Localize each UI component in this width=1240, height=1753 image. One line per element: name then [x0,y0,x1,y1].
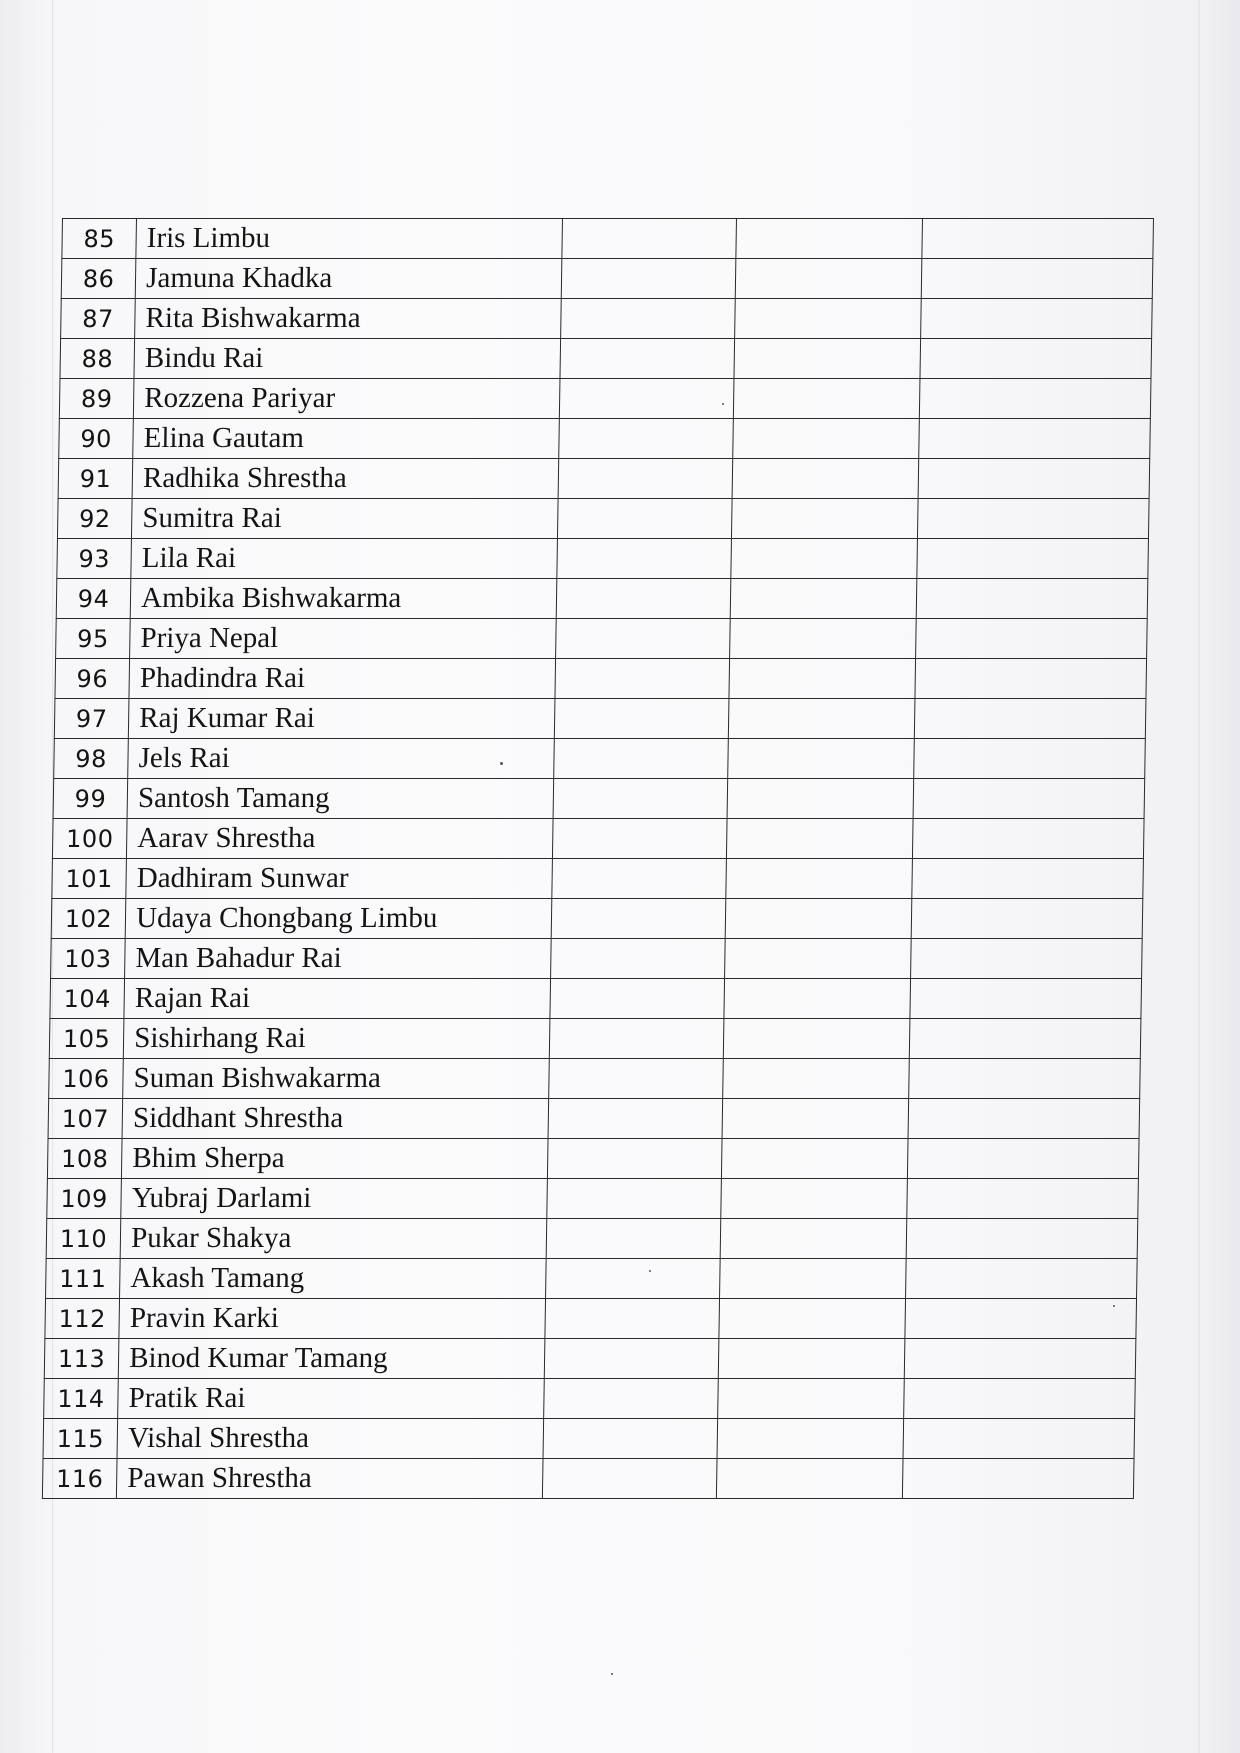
blank-cell-2 [722,1139,909,1179]
row-number: 91 [58,459,133,499]
blank-cell-2 [718,1379,905,1419]
blank-cell-2 [725,939,912,979]
row-number: 93 [57,539,132,579]
blank-cell-2 [735,299,922,339]
row-number: 95 [56,619,131,659]
row-number: 105 [49,1019,124,1059]
blank-cell-3 [922,219,1153,259]
table-row [59,379,1151,419]
person-name: Man Bahadur Rai [125,939,551,979]
blank-cell-1 [561,259,736,299]
person-name: Bindu Rai [134,339,560,379]
table-row [53,779,1145,819]
row-number: 112 [45,1299,120,1339]
blank-cell-2 [717,1459,904,1499]
blank-cell-1 [547,1179,722,1219]
table-row [49,1059,1141,1099]
blank-cell-1 [543,1379,718,1419]
table-row [57,539,1149,579]
row-number: 113 [44,1339,119,1379]
blank-cell-2 [731,539,918,579]
table-row [58,459,1150,499]
person-name: Udaya Chongbang Limbu [125,899,551,939]
person-name: Pawan Shrestha [117,1459,543,1499]
blank-cell-1 [560,299,735,339]
person-name: Phadindra Rai [129,659,555,699]
blank-cell-3 [920,339,1151,379]
person-name: Sumitra Rai [132,499,558,539]
table-row [49,1019,1141,1059]
row-number: 102 [51,899,126,939]
row-number: 86 [61,259,136,299]
person-name: Radhika Shrestha [132,459,558,499]
person-name: Elina Gautam [133,419,559,459]
person-name: Jels Rai [128,739,554,779]
blank-cell-1 [557,539,732,579]
table-body [42,219,1153,1499]
blank-cell-2 [723,1059,910,1099]
blank-cell-2 [728,779,915,819]
blank-cell-2 [720,1259,907,1299]
blank-cell-2 [726,899,913,939]
blank-cell-2 [733,419,920,459]
scan-speck [722,403,724,405]
blank-cell-3 [909,1059,1140,1099]
row-number: 111 [46,1259,121,1299]
person-name: Rita Bishwakarma [135,299,561,339]
blank-cell-2 [721,1219,908,1259]
blank-cell-3 [914,739,1145,779]
blank-cell-1 [542,1459,717,1499]
table-row [56,579,1148,619]
person-name: Raj Kumar Rai [128,699,554,739]
blank-cell-3 [907,1219,1138,1259]
blank-cell-3 [922,259,1153,299]
attendance-sheet [42,218,1154,1499]
blank-cell-3 [920,379,1151,419]
row-number: 88 [60,339,135,379]
scan-speck [611,1673,613,1675]
table-row [62,219,1154,259]
blank-cell-2 [726,859,913,899]
table-row [61,299,1153,339]
person-name: Yubraj Darlami [121,1179,547,1219]
blank-cell-1 [558,419,733,459]
table-row [54,739,1146,779]
blank-cell-2 [728,739,915,779]
blank-cell-3 [912,899,1143,939]
blank-cell-3 [917,579,1148,619]
blank-cell-1 [560,339,735,379]
table-row [59,419,1151,459]
row-number: 106 [49,1059,124,1099]
blank-cell-3 [908,1139,1139,1179]
blank-cell-3 [910,1019,1141,1059]
blank-cell-3 [903,1419,1134,1459]
blank-cell-2 [733,459,920,499]
table-row [43,1419,1135,1459]
blank-cell-1 [553,779,728,819]
row-number: 90 [59,419,134,459]
person-name: Iris Limbu [136,219,562,259]
row-number: 104 [50,979,125,1019]
blank-cell-2 [717,1419,904,1459]
blank-cell-1 [555,659,730,699]
row-number: 99 [53,779,128,819]
table-row [46,1219,1138,1259]
blank-cell-1 [556,579,731,619]
blank-cell-1 [558,459,733,499]
blank-cell-3 [919,419,1150,459]
table-row [47,1179,1139,1219]
blank-cell-1 [548,1099,723,1139]
row-number: 94 [56,579,131,619]
blank-cell-3 [910,979,1141,1019]
blank-cell-1 [550,939,725,979]
blank-cell-3 [905,1299,1136,1339]
table-row [61,259,1153,299]
blank-cell-2 [724,979,911,1019]
blank-cell-2 [721,1179,908,1219]
blank-cell-3 [918,459,1149,499]
blank-cell-2 [719,1299,906,1339]
scan-edge-right [1198,0,1200,1753]
table-row [45,1299,1137,1339]
blank-cell-2 [729,699,916,739]
blank-cell-1 [547,1139,722,1179]
row-number: 114 [44,1379,119,1419]
table-row [48,1099,1140,1139]
blank-cell-3 [921,299,1152,339]
person-name: Binod Kumar Tamang [118,1339,544,1379]
scan-speck [500,762,503,765]
blank-cell-1 [559,379,734,419]
blank-cell-3 [916,619,1147,659]
person-name: Rajan Rai [124,979,550,1019]
row-number: 115 [43,1419,118,1459]
person-name: Dadhiram Sunwar [126,859,552,899]
scan-speck [649,1270,651,1272]
blank-cell-1 [545,1259,720,1299]
blank-cell-3 [904,1379,1135,1419]
person-name: Suman Bishwakarma [123,1059,549,1099]
row-number: 108 [47,1139,122,1179]
row-number: 92 [57,499,132,539]
row-number: 98 [54,739,129,779]
row-number: 87 [61,299,136,339]
blank-cell-2 [731,579,918,619]
blank-cell-3 [908,1099,1139,1139]
blank-cell-3 [915,659,1146,699]
row-number: 97 [54,699,129,739]
blank-cell-1 [548,1059,723,1099]
blank-cell-3 [912,859,1143,899]
person-name: Lila Rai [131,539,557,579]
person-name: Priya Nepal [130,619,556,659]
blank-cell-1 [557,499,732,539]
name-list-table [42,218,1154,1499]
blank-cell-3 [915,699,1146,739]
table-row [55,659,1147,699]
blank-cell-2 [734,339,921,379]
blank-cell-3 [913,779,1144,819]
row-number: 110 [46,1219,121,1259]
blank-cell-1 [543,1419,718,1459]
person-name: Rozzena Pariyar [133,379,559,419]
blank-cell-3 [913,819,1144,859]
blank-cell-2 [734,379,921,419]
table-row [54,699,1146,739]
table-row [52,819,1144,859]
blank-cell-2 [729,659,916,699]
blank-cell-3 [903,1459,1134,1499]
person-name: Akash Tamang [120,1259,546,1299]
blank-cell-1 [562,219,737,259]
row-number: 109 [47,1179,122,1219]
blank-cell-1 [545,1299,720,1339]
blank-cell-1 [549,1019,724,1059]
blank-cell-3 [917,539,1148,579]
table-row [42,1459,1134,1499]
table-row [46,1259,1138,1299]
person-name: Siddhant Shrestha [122,1099,548,1139]
blank-cell-2 [724,1019,911,1059]
blank-cell-1 [552,819,727,859]
person-name: Aarav Shrestha [127,819,553,859]
blank-cell-1 [555,619,730,659]
table-row [51,939,1143,979]
blank-cell-2 [719,1339,906,1379]
person-name: Pratik Rai [118,1379,544,1419]
blank-cell-1 [550,979,725,1019]
person-name: Sishirhang Rai [123,1019,549,1059]
row-number: 100 [52,819,127,859]
table-row [50,979,1142,1019]
blank-cell-1 [544,1339,719,1379]
table-row [47,1139,1139,1179]
row-number: 101 [52,859,127,899]
blank-cell-2 [727,819,914,859]
blank-cell-3 [911,939,1142,979]
blank-cell-2 [732,499,919,539]
row-number: 103 [51,939,126,979]
blank-cell-1 [553,739,728,779]
row-number: 89 [59,379,134,419]
scan-speck [1113,1305,1115,1307]
blank-cell-1 [551,899,726,939]
row-number: 107 [48,1099,123,1139]
blank-cell-3 [907,1179,1138,1219]
table-row [52,859,1144,899]
table-row [51,899,1143,939]
row-number: 96 [55,659,130,699]
blank-cell-3 [918,499,1149,539]
table-row [57,499,1149,539]
table-row [60,339,1152,379]
person-name: Pravin Karki [119,1299,545,1339]
blank-cell-1 [552,859,727,899]
person-name: Pukar Shakya [120,1219,546,1259]
row-number: 85 [62,219,137,259]
row-number: 116 [42,1459,117,1499]
blank-cell-2 [730,619,917,659]
blank-cell-2 [736,259,923,299]
blank-cell-1 [554,699,729,739]
table-row [44,1339,1136,1379]
blank-cell-2 [736,219,923,259]
person-name: Santosh Tamang [127,779,553,819]
person-name: Vishal Shrestha [117,1419,543,1459]
person-name: Jamuna Khadka [135,259,561,299]
blank-cell-3 [906,1259,1137,1299]
blank-cell-2 [723,1099,910,1139]
blank-cell-1 [546,1219,721,1259]
person-name: Bhim Sherpa [122,1139,548,1179]
table-row [44,1379,1136,1419]
table-row [56,619,1148,659]
person-name: Ambika Bishwakarma [130,579,556,619]
blank-cell-3 [905,1339,1136,1379]
